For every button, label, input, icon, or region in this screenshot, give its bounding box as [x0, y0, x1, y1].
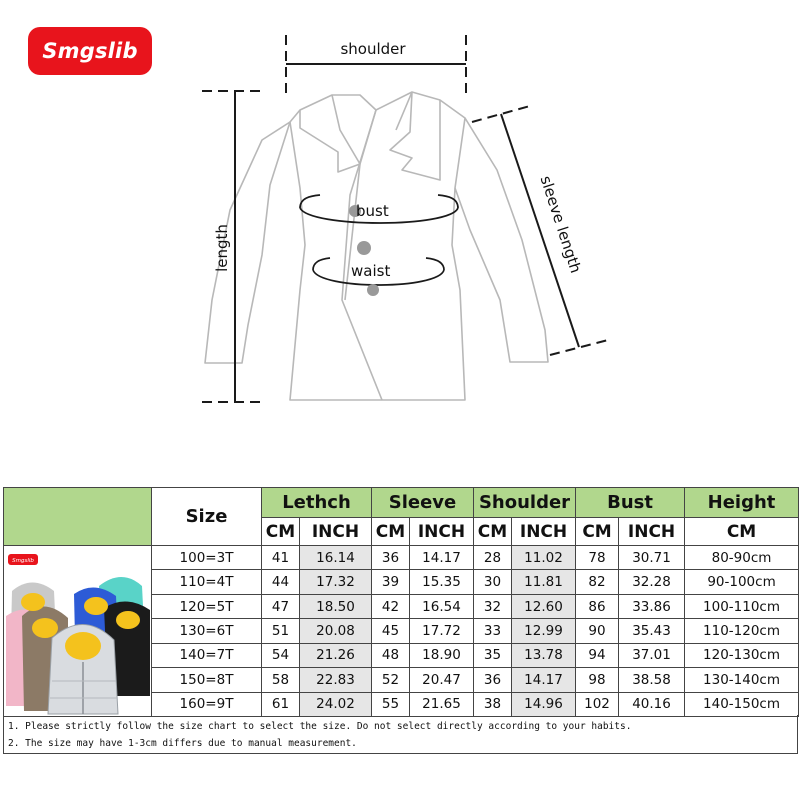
sleeve-length-dimension: [472, 106, 608, 355]
unit-header: INCH: [410, 518, 474, 546]
size-notes: [3, 715, 798, 754]
note-line: 1. Please strictly follow the size chart to select the size. Do not select directly according to your habits.: [8, 721, 632, 732]
measurement-cell: 120-130cm: [685, 643, 799, 667]
measurement-cell: 44: [262, 570, 300, 594]
table-header-row: [4, 488, 799, 518]
measurement-cell: 90: [576, 619, 619, 643]
measurement-cell: 82: [576, 570, 619, 594]
coat-outline: [205, 92, 548, 400]
sleeve-group-header: Sleeve: [372, 488, 474, 518]
measurement-cell: 94: [576, 643, 619, 667]
size-value-cell: 100=3T: [152, 546, 262, 570]
measurement-cell: 45: [372, 619, 410, 643]
measurement-cell: 21.65: [410, 692, 474, 716]
brand-logo: Smgslib: [28, 27, 152, 75]
measurement-cell: 20.08: [300, 619, 372, 643]
measurement-cell: 18.90: [410, 643, 474, 667]
measurement-cell: 21.26: [300, 643, 372, 667]
measurement-cell: 35.43: [619, 619, 685, 643]
size-value-cell: 110=4T: [152, 570, 262, 594]
waist-label: waist: [351, 262, 391, 280]
length-label: length: [213, 224, 231, 272]
bust-group-header: Bust: [576, 488, 685, 518]
unit-header: INCH: [619, 518, 685, 546]
measurement-cell: 51: [262, 619, 300, 643]
shoulder-group-header: Shoulder: [474, 488, 576, 518]
measurement-cell: 36: [474, 668, 512, 692]
measurement-cell: 37.01: [619, 643, 685, 667]
measurement-cell: 40.16: [619, 692, 685, 716]
measurement-cell: 61: [262, 692, 300, 716]
measurement-cell: 86: [576, 594, 619, 618]
measurement-cell: 58: [262, 668, 300, 692]
product-photo: [4, 546, 152, 717]
length-group-header: Lethch: [262, 488, 372, 518]
bust-label: bust: [356, 202, 389, 220]
measurement-cell: 17.72: [410, 619, 474, 643]
unit-header: INCH: [300, 518, 372, 546]
measurement-cell: 20.47: [410, 668, 474, 692]
measurement-cell: 17.32: [300, 570, 372, 594]
measurement-cell: 28: [474, 546, 512, 570]
measurement-cell: 140-150cm: [685, 692, 799, 716]
measurement-cell: 15.35: [410, 570, 474, 594]
measurement-cell: 32.28: [619, 570, 685, 594]
measurement-cell: 35: [474, 643, 512, 667]
measurement-cell: 12.60: [512, 594, 576, 618]
measurement-cell: 55: [372, 692, 410, 716]
measurement-cell: 13.78: [512, 643, 576, 667]
unit-header: CM: [262, 518, 300, 546]
measurement-cell: 18.50: [300, 594, 372, 618]
measurement-cell: 16.14: [300, 546, 372, 570]
measurement-cell: 100-110cm: [685, 594, 799, 618]
measurement-cell: 30: [474, 570, 512, 594]
measurement-cell: 42: [372, 594, 410, 618]
measurement-cell: 78: [576, 546, 619, 570]
measurement-cell: 98: [576, 668, 619, 692]
table-corner-cell: [4, 488, 152, 546]
measurement-cell: 38: [474, 692, 512, 716]
jackets-photo-illustration: [4, 546, 152, 716]
size-value-cell: 120=5T: [152, 594, 262, 618]
shoulder-label: shoulder: [340, 40, 406, 58]
measurement-cell: 11.81: [512, 570, 576, 594]
measurement-cell: 16.54: [410, 594, 474, 618]
measurement-cell: 22.83: [300, 668, 372, 692]
size-value-cell: 140=7T: [152, 643, 262, 667]
measurement-cell: 11.02: [512, 546, 576, 570]
unit-header: CM: [576, 518, 619, 546]
coat-button: [367, 284, 379, 296]
measurement-cell: 48: [372, 643, 410, 667]
size-chart-body: [4, 546, 799, 717]
measurement-cell: 54: [262, 643, 300, 667]
measurement-cell: 30.71: [619, 546, 685, 570]
measurement-cell: 33: [474, 619, 512, 643]
sleeve-length-label: sleeve length: [536, 173, 585, 276]
table-row: [4, 546, 799, 570]
unit-header: CM: [474, 518, 512, 546]
measurement-cell: 102: [576, 692, 619, 716]
photo-brand-tag-text: Smgslib: [12, 558, 34, 564]
measurement-cell: 24.02: [300, 692, 372, 716]
size-value-cell: 160=9T: [152, 692, 262, 716]
measurement-cell: 33.86: [619, 594, 685, 618]
unit-header: INCH: [512, 518, 576, 546]
measurement-cell: 39: [372, 570, 410, 594]
measurement-cell: 110-120cm: [685, 619, 799, 643]
measurement-cell: 41: [262, 546, 300, 570]
height-group-header: Height: [685, 488, 799, 518]
measurement-cell: 14.96: [512, 692, 576, 716]
measurement-cell: 80-90cm: [685, 546, 799, 570]
measurement-cell: 32: [474, 594, 512, 618]
measurement-cell: 36: [372, 546, 410, 570]
unit-header: CM: [685, 518, 799, 546]
measurement-cell: 12.99: [512, 619, 576, 643]
size-value-cell: 150=8T: [152, 668, 262, 692]
measurement-cell: 47: [262, 594, 300, 618]
measurement-cell: 14.17: [410, 546, 474, 570]
measurement-cell: 90-100cm: [685, 570, 799, 594]
size-chart-table: [3, 487, 799, 717]
coat-button: [357, 241, 371, 255]
unit-header: CM: [372, 518, 410, 546]
measurement-cell: 52: [372, 668, 410, 692]
measurement-cell: 130-140cm: [685, 668, 799, 692]
measurement-cell: 14.17: [512, 668, 576, 692]
note-line: 2. The size may have 1-3cm differs due to manual measurement.: [8, 738, 357, 749]
length-dimension: [202, 91, 262, 402]
measurement-cell: 38.58: [619, 668, 685, 692]
size-header: Size: [152, 488, 262, 546]
size-value-cell: 130=6T: [152, 619, 262, 643]
